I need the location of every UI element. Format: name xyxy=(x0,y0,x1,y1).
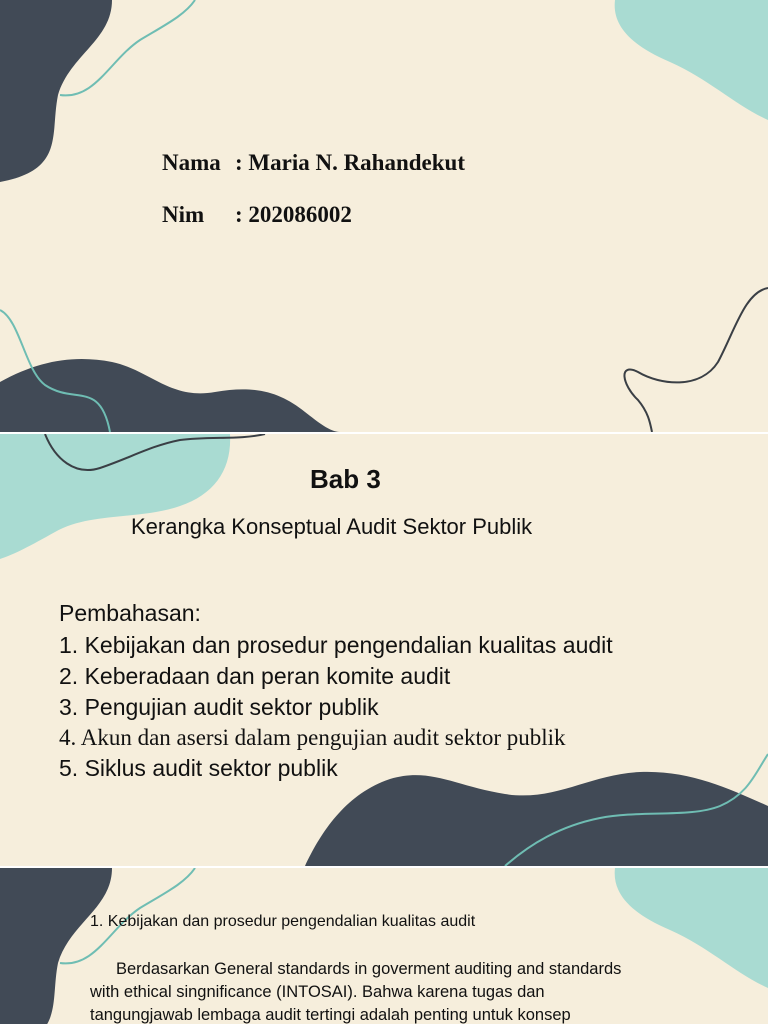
body-line: Berdasarkan General standards in goverment auditing and standards xyxy=(116,960,622,978)
list-item: 3. Pengujian audit sektor publik xyxy=(59,694,379,720)
section-heading: 1. Kebijakan dan prosedur pengendalian kualitas audit xyxy=(90,913,476,930)
nim-label: Nim xyxy=(162,202,205,227)
teal-blob-top-right xyxy=(615,0,768,120)
nama-label: Nama xyxy=(162,150,221,175)
chapter-title: Bab 3 xyxy=(310,464,381,494)
teal-blob-top-right xyxy=(615,868,768,988)
list-item: 4. Akun dan asersi dalam pengujian audit sektor publik xyxy=(59,725,566,750)
body-line: with ethical singnificance (INTOSAI). Bahwa karena tugas dan xyxy=(90,983,545,1001)
list-item: 2. Keberadaan dan peran komite audit xyxy=(59,663,451,689)
nim-value: : 202086002 xyxy=(235,202,352,227)
dark-blob-bottom-left xyxy=(0,359,340,432)
dark-line-right xyxy=(624,288,768,432)
slide-2 xyxy=(0,434,768,866)
nama-value: : Maria N. Rahandekut xyxy=(235,150,466,175)
chapter-subtitle: Kerangka Konseptual Audit Sektor Publik xyxy=(131,514,533,539)
list-item: 5. Siklus audit sektor publik xyxy=(59,755,338,781)
teal-blob-left xyxy=(0,434,230,559)
list-item: 1. Kebijakan dan prosedur pengendalian kualitas audit xyxy=(59,632,613,658)
slide-1 xyxy=(0,0,768,432)
slide-1-decoration xyxy=(0,0,768,432)
dark-blob-bottom-right xyxy=(305,772,768,866)
slide-3 xyxy=(0,868,768,1024)
list-heading: Pembahasan: xyxy=(59,600,201,626)
dark-blob-top-left xyxy=(0,0,112,182)
body-line: tangungjawab lembaga audit tertingi adalah penting untuk konsep xyxy=(90,1006,571,1024)
